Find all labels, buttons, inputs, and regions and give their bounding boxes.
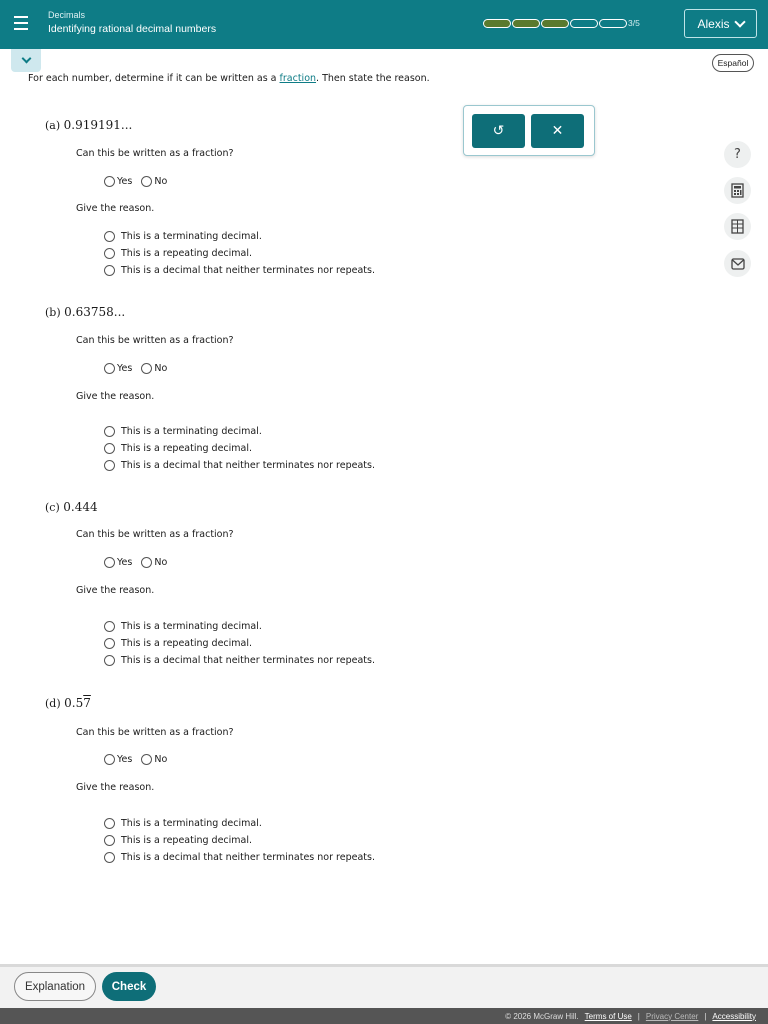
part-letter: (a) — [45, 119, 61, 132]
part-number: 0.63758... — [64, 305, 126, 319]
help-button[interactable] — [724, 141, 751, 168]
part-number: 0.5 — [64, 696, 84, 710]
calculator-icon — [731, 183, 744, 198]
reason-label: This is a terminating decimal. — [121, 426, 262, 437]
yes-option[interactable] — [104, 176, 132, 187]
progress-bar — [483, 19, 627, 28]
answer-tools-panel — [463, 105, 595, 156]
yes-label: Yes — [117, 363, 133, 374]
reason-prompt: Give the reason. — [76, 391, 155, 402]
yes-no-group — [104, 363, 176, 374]
radio-button[interactable] — [104, 176, 115, 187]
radio-button[interactable] — [104, 248, 115, 259]
topic-title: Decimals — [48, 10, 86, 20]
radio-button[interactable] — [104, 363, 115, 374]
reason-label: This is a terminating decimal. — [121, 818, 262, 829]
reason-option-repeating[interactable] — [104, 443, 252, 454]
undo-icon: ↺ — [492, 123, 505, 139]
radio-button[interactable] — [141, 557, 152, 568]
instruction-text — [28, 73, 430, 84]
yes-no-group — [104, 754, 176, 765]
terms-link[interactable]: Terms of Use — [584, 1011, 632, 1021]
part-number: 0.444 — [63, 500, 98, 514]
progress-segment — [483, 19, 511, 28]
reason-prompt: Give the reason. — [76, 203, 155, 214]
reason-prompt: Give the reason. — [76, 782, 155, 793]
yes-label: Yes — [117, 176, 133, 187]
message-button[interactable] — [724, 250, 751, 277]
reason-option-repeating[interactable] — [104, 638, 252, 649]
progress-segment — [512, 19, 540, 28]
collapse-header-button[interactable] — [11, 49, 41, 72]
question-text: Can this be written as a fraction? — [76, 148, 234, 159]
radio-button[interactable] — [104, 265, 115, 276]
part-letter: (c) — [45, 501, 60, 514]
mail-icon — [731, 258, 745, 270]
no-label: No — [154, 363, 168, 374]
reason-label: This is a decimal that neither terminates nor repeats. — [121, 852, 375, 863]
instruction-after: . Then state the reason. — [316, 73, 430, 84]
reason-option-repeating[interactable] — [104, 835, 252, 846]
fraction-link[interactable]: fraction — [279, 73, 317, 84]
progress-segment — [599, 19, 627, 28]
radio-button[interactable] — [104, 621, 115, 632]
reason-label: This is a repeating decimal. — [121, 638, 253, 649]
no-label: No — [154, 557, 168, 568]
reason-label: This is a decimal that neither terminates nor repeats. — [121, 265, 375, 276]
radio-button[interactable] — [104, 557, 115, 568]
radio-button[interactable] — [141, 754, 152, 765]
reason-option-repeating[interactable] — [104, 248, 252, 259]
reason-option-neither[interactable] — [104, 852, 375, 863]
yes-label: Yes — [117, 557, 133, 568]
radio-button[interactable] — [104, 638, 115, 649]
progress-segment — [541, 19, 569, 28]
radio-button[interactable] — [141, 176, 152, 187]
separator: | — [704, 1011, 707, 1021]
reason-option-neither[interactable] — [104, 265, 375, 276]
yes-label: Yes — [117, 754, 133, 765]
progress-label: 3/5 — [628, 18, 640, 28]
yes-no-group — [104, 176, 176, 187]
radio-button[interactable] — [104, 835, 115, 846]
radio-button[interactable] — [104, 231, 115, 242]
reason-label: This is a decimal that neither terminates nor repeats. — [121, 460, 375, 471]
no-option[interactable] — [141, 557, 167, 568]
check-button[interactable]: Check — [102, 972, 156, 1001]
yes-option[interactable] — [104, 754, 132, 765]
radio-button[interactable] — [104, 426, 115, 437]
explanation-button[interactable]: Explanation — [14, 972, 96, 1001]
legal-footer — [0, 1008, 768, 1024]
privacy-link[interactable]: Privacy Center — [645, 1011, 699, 1021]
radio-button[interactable] — [104, 754, 115, 765]
part-c-label — [45, 500, 98, 514]
reference-button[interactable] — [724, 213, 751, 240]
language-toggle-button[interactable]: Español — [712, 54, 754, 72]
chevron-down-icon — [734, 16, 745, 27]
part-letter: (d) — [45, 697, 61, 710]
reason-label: This is a terminating decimal. — [121, 621, 262, 632]
radio-button[interactable] — [104, 852, 115, 863]
radio-button[interactable] — [104, 818, 115, 829]
part-b-label — [45, 305, 125, 319]
reason-option-terminating[interactable] — [104, 818, 262, 829]
no-option[interactable] — [141, 176, 167, 187]
radio-button[interactable] — [104, 655, 115, 666]
radio-button[interactable] — [141, 363, 152, 374]
no-option[interactable] — [141, 363, 167, 374]
clear-button[interactable] — [531, 114, 584, 148]
part-a-label — [45, 118, 132, 132]
top-header — [0, 0, 768, 49]
part-letter: (b) — [45, 306, 61, 319]
question-text: Can this be written as a fraction? — [76, 727, 234, 738]
yes-option[interactable] — [104, 363, 132, 374]
user-menu-button[interactable] — [684, 9, 757, 38]
repeating-digit: 7 — [83, 696, 91, 710]
radio-button[interactable] — [104, 443, 115, 454]
no-label: No — [154, 176, 168, 187]
reason-prompt: Give the reason. — [76, 585, 155, 596]
part-number: 0.919191... — [63, 118, 133, 132]
reason-label: This is a repeating decimal. — [121, 443, 253, 454]
reference-table-icon — [731, 219, 744, 234]
reason-label: This is a decimal that neither terminates nor repeats. — [121, 655, 375, 666]
reason-label: This is a repeating decimal. — [121, 248, 253, 259]
close-icon: ✕ — [551, 123, 564, 139]
no-option[interactable] — [141, 754, 167, 765]
accessibility-link[interactable]: Accessibility — [712, 1011, 756, 1021]
question-text: Can this be written as a fraction? — [76, 529, 234, 540]
subtopic-title: Identifying rational decimal numbers — [48, 23, 217, 35]
reason-option-terminating[interactable] — [104, 621, 262, 632]
part-d-label — [45, 696, 91, 710]
undo-button[interactable] — [472, 114, 525, 148]
radio-button[interactable] — [104, 460, 115, 471]
no-label: No — [154, 754, 168, 765]
reason-option-terminating[interactable] — [104, 426, 262, 437]
reason-option-terminating[interactable] — [104, 231, 262, 242]
instruction-before: For each number, determine if it can be written as a — [28, 73, 280, 84]
separator: | — [637, 1011, 640, 1021]
help-icon: ? — [734, 147, 741, 162]
reason-label: This is a repeating decimal. — [121, 835, 253, 846]
user-name: Alexis — [697, 16, 730, 31]
copyright-text: © 2026 McGraw Hill. — [505, 1011, 579, 1021]
yes-option[interactable] — [104, 557, 132, 568]
question-text: Can this be written as a fraction? — [76, 335, 234, 346]
reason-option-neither[interactable] — [104, 460, 375, 471]
menu-icon[interactable] — [8, 10, 34, 36]
reason-label: This is a terminating decimal. — [121, 231, 262, 242]
reason-option-neither[interactable] — [104, 655, 375, 666]
progress-segment — [570, 19, 598, 28]
calculator-button[interactable] — [724, 177, 751, 204]
yes-no-group — [104, 557, 176, 568]
chevron-down-icon — [21, 54, 31, 64]
